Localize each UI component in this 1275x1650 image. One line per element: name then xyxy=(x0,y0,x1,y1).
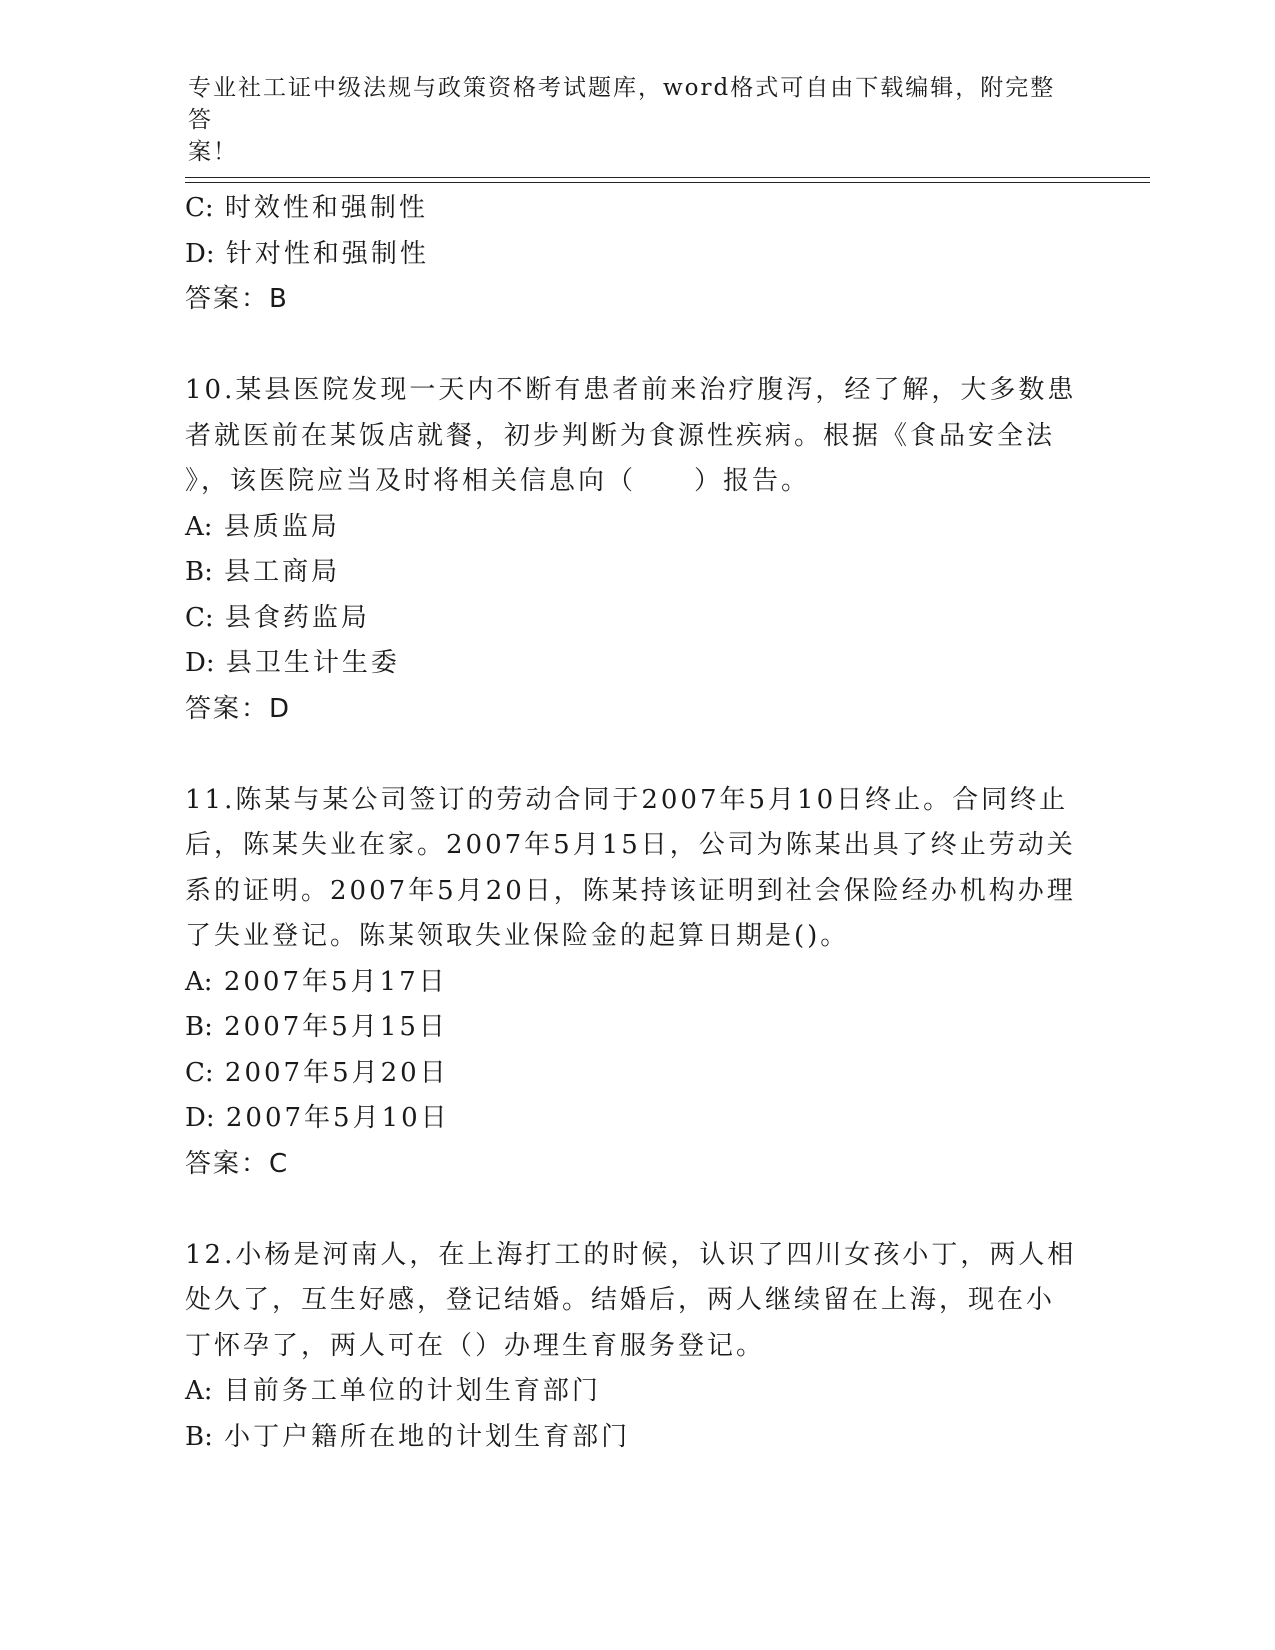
answer-line: 答案：C xyxy=(185,1148,290,1179)
stem-line: 系的证明。2007年5月20日，陈某持该证明到社会保险经办机构办理 xyxy=(185,875,1076,906)
option-b: B: 2007年5月15日 xyxy=(185,1012,448,1042)
stem-line: 11.陈某与某公司签订的劳动合同于2007年5月10日终止。合同终止 xyxy=(185,784,1069,815)
page-header xyxy=(188,72,1068,168)
stem-line: 12.小杨是河南人，在上海打工的时候，认识了四川女孩小丁，两人相 xyxy=(185,1239,1077,1270)
option-d: D: 县卫生计生委 xyxy=(185,648,400,678)
stem-line: 者就医前在某饭店就餐，初步判断为食源性疾病。根据《食品安全法 xyxy=(185,420,1056,451)
header-divider-top xyxy=(185,177,1150,178)
option-a: A: 目前务工单位的计划生育部门 xyxy=(185,1376,601,1406)
stem-line: 丁怀孕了，两人可在（）办理生育服务登记。 xyxy=(185,1330,766,1361)
stem-line: 处久了，互生好感，登记结婚。结婚后，两人继续留在上海，现在小 xyxy=(185,1285,1056,1315)
header-line-1: 专业社工证中级法规与政策资格考试题库，word格式可自由下载编辑，附完整答 xyxy=(188,75,1056,133)
option-b: B: 小丁户籍所在地的计划生育部门 xyxy=(185,1421,631,1452)
spacer xyxy=(185,1187,1105,1233)
question-stem xyxy=(185,778,1105,960)
header-line-2: 案！ xyxy=(188,139,238,165)
stem-line: 后，陈某失业在家。2007年5月15日，公司为陈某出具了终止劳动关 xyxy=(185,830,1076,860)
option-c: C: 时效性和强制性 xyxy=(185,193,428,223)
stem-line: 》，该医院应当及时将相关信息向（ ）报告。 xyxy=(185,466,811,496)
spacer xyxy=(185,732,1105,778)
question-11 xyxy=(185,778,1105,1188)
option-d: D: 2007年5月10日 xyxy=(185,1103,450,1133)
header-divider-bottom xyxy=(185,182,1150,183)
answer-line: 答案：B xyxy=(185,284,289,314)
stem-line: 了失业登记。陈某领取失业保险金的起算日期是()。 xyxy=(185,921,850,951)
option-c: C: 2007年5月20日 xyxy=(185,1057,449,1088)
question-stem xyxy=(185,368,1105,505)
stem-line: 10.某县医院发现一天内不断有患者前来治疗腹泻，经了解，大多数患 xyxy=(185,375,1077,405)
option-a: A: 2007年5月17日 xyxy=(185,966,448,997)
answer-line: 答案：D xyxy=(185,693,292,724)
option-b: B: 县工商局 xyxy=(185,557,341,587)
question-12 xyxy=(185,1233,1105,1461)
document-body xyxy=(185,186,1105,1460)
spacer xyxy=(185,323,1105,369)
option-a: A: 县质监局 xyxy=(185,511,340,542)
question-stem xyxy=(185,1233,1105,1370)
question-10 xyxy=(185,368,1105,732)
prev-question xyxy=(185,186,1105,323)
option-d: D: 针对性和强制性 xyxy=(185,238,429,269)
option-c: C: 县食药监局 xyxy=(185,602,370,633)
